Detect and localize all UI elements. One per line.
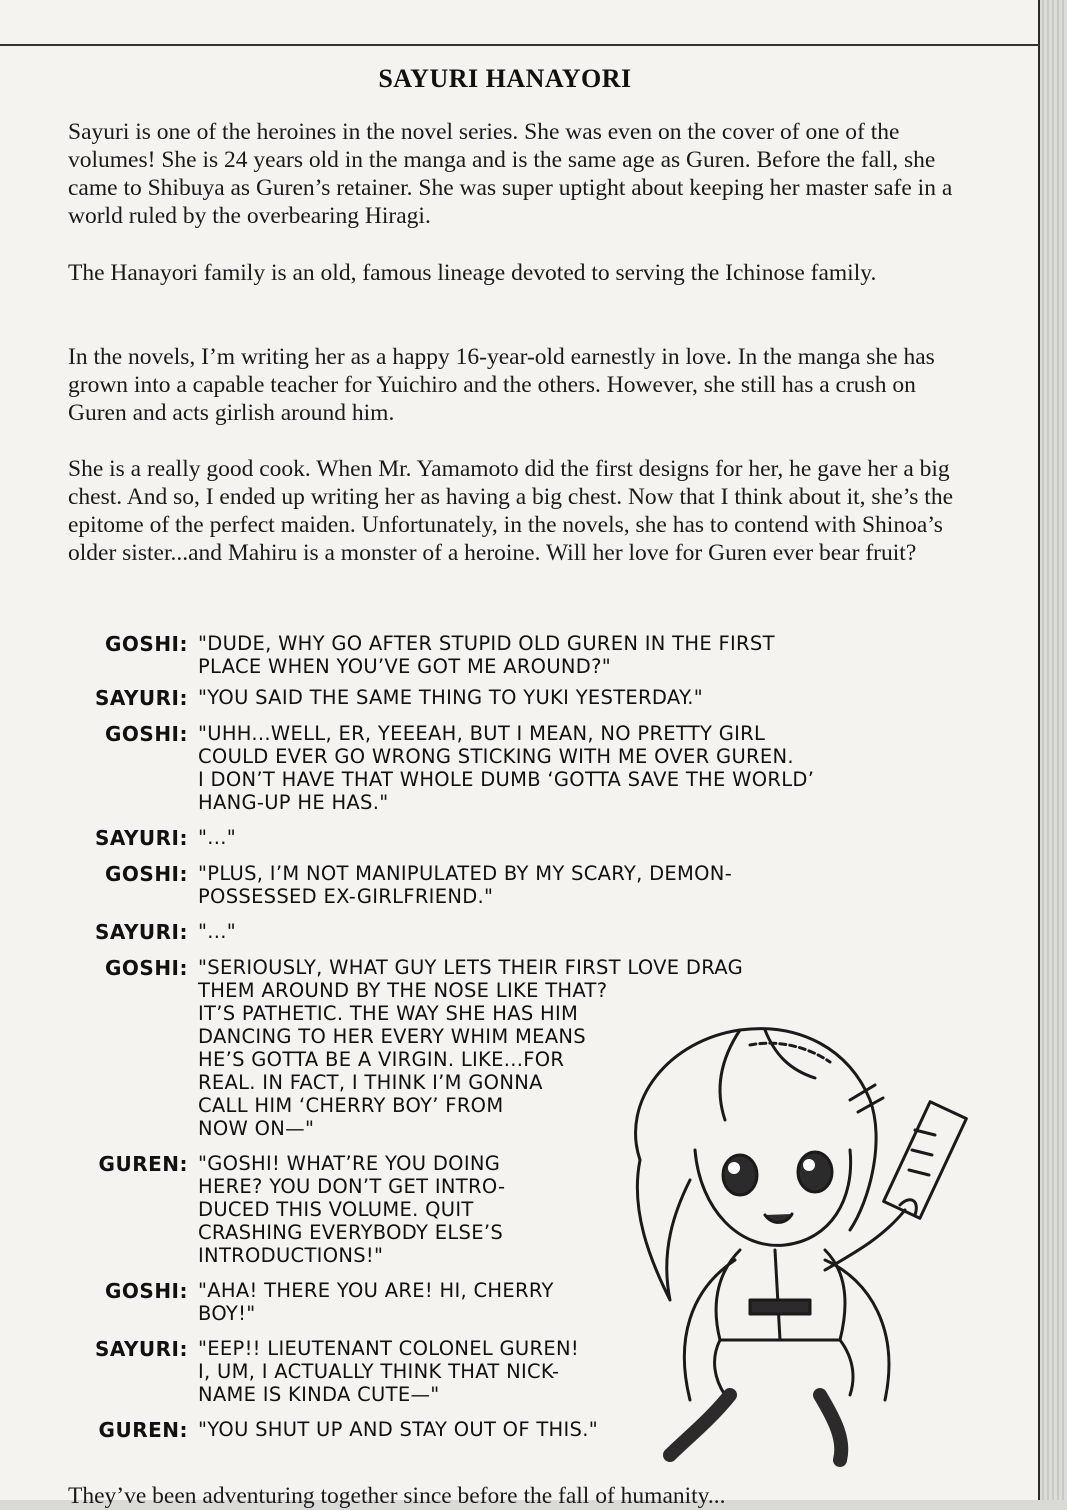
speech-text: "GOSHI! WHAT’RE YOU DOING HERE? YOU DON’T GET INTRO- DUCED THIS VOLUME. QUIT CRASHING EVERYBODY ELSE’S INTRODUCTIONS!" — [198, 1152, 506, 1267]
speech-text: "..." — [198, 920, 237, 943]
speech-text: "UHH...WELL, ER, YEEEAH, BUT I MEAN, NO PRETTY GIRL COULD EVER GO WRONG STICKING WITH ME OVER GUREN. I DON’T HAVE THAT WHOLE DUMB ‘GOTTA SAVE THE WORLD’ HANG-UP HE HAS." — [198, 722, 815, 814]
chibi-character-illustration — [600, 1000, 1000, 1470]
speaker-name: GUREN: — [98, 1418, 188, 1442]
paragraph-4: She is a really good cook. When Mr. Yamamoto did the first designs for her, he gave her a big chest. And so, I ended up writing her as having a big chest. Now that I think about it, she’s the epitome of the perfect maiden. Unfortunately, in the novels, she has to contend with Shinoa’s older sister...and Mahiru is a monster of a heroine. Will her love for Guren ever bear fruit? — [68, 456, 954, 566]
dialogue-line — [40, 632, 900, 678]
speaker-name: GOSHI: — [105, 1279, 188, 1303]
paragraph-2: The Hanayori family is an old, famous lineage devoted to serving the Ichinose family. — [68, 260, 877, 286]
book-gutter — [1042, 0, 1067, 1500]
speaker-name: SAYURI: — [94, 686, 188, 710]
speaker-name: GUREN: — [98, 1152, 188, 1176]
speech-text: "..." — [198, 826, 237, 849]
speaker-name: GOSHI: — [105, 632, 188, 656]
dialogue-line — [40, 920, 900, 944]
speech-text: "DUDE, WHY GO AFTER STUPID OLD GUREN IN THE FIRST PLACE WHEN YOU’VE GOT ME AROUND?" — [198, 632, 775, 678]
speech-text: "SERIOUSLY, WHAT GUY LETS THEIR FIRST LOVE DRAG THEM AROUND BY THE NOSE LIKE THAT? IT’S PATHETIC. THE WAY SHE HAS HIM DANCING TO HER EVERY WHIM MEANS HE’S GOTTA BE A VIRGIN. LIKE...FOR REAL. IN FACT, I THINK I’M GONNA CALL HIM ‘CHERRY BOY’ FROM NOW ON—" — [198, 956, 744, 1140]
page-top-border — [0, 44, 1040, 46]
page-title: SAYURI HANAYORI — [378, 64, 632, 93]
dialogue-line — [40, 862, 900, 908]
speaker-name: SAYURI: — [94, 920, 188, 944]
closing-paragraph: They’ve been adventuring together since before the fall of humanity... — [68, 1483, 726, 1509]
dialogue-line — [40, 826, 900, 850]
speech-text: "AHA! THERE YOU ARE! HI, CHERRY BOY!" — [198, 1279, 554, 1325]
speaker-name: GOSHI: — [105, 722, 188, 746]
speaker-name: SAYURI: — [94, 1337, 188, 1361]
speech-text: "YOU SHUT UP AND STAY OUT OF THIS." — [198, 1418, 599, 1441]
speech-text: "EEP!! LIEUTENANT COLONEL GUREN! I, UM, I ACTUALLY THINK THAT NICK- NAME IS KINDA CUTE—" — [198, 1337, 579, 1406]
speaker-name: SAYURI: — [94, 826, 188, 850]
dialogue-line — [40, 686, 900, 710]
speaker-name: GOSHI: — [105, 956, 188, 980]
paragraph-1: Sayuri is one of the heroines in the novel series. She was even on the cover of one of the volumes! She is 24 years old in the manga and is the same age as Guren. Before the fall, she came to Shibuya as Guren’s retainer. She was super uptight about keeping her master safe in a world ruled by the overbearing Hiragi. — [68, 119, 953, 229]
paragraph-3: In the novels, I’m writing her as a happy 16-year-old earnestly in love. In the manga she has grown into a capable teacher for Yuichiro and the others. However, she still has a crush on Guren and acts girlish around him. — [68, 344, 935, 426]
speech-text: "PLUS, I’M NOT MANIPULATED BY MY SCARY, DEMON- POSSESSED EX-GIRLFRIEND." — [198, 862, 733, 908]
dialogue-line — [40, 722, 900, 814]
speaker-name: GOSHI: — [105, 862, 188, 886]
speech-text: "YOU SAID THE SAME THING TO YUKI YESTERDAY." — [198, 686, 704, 709]
